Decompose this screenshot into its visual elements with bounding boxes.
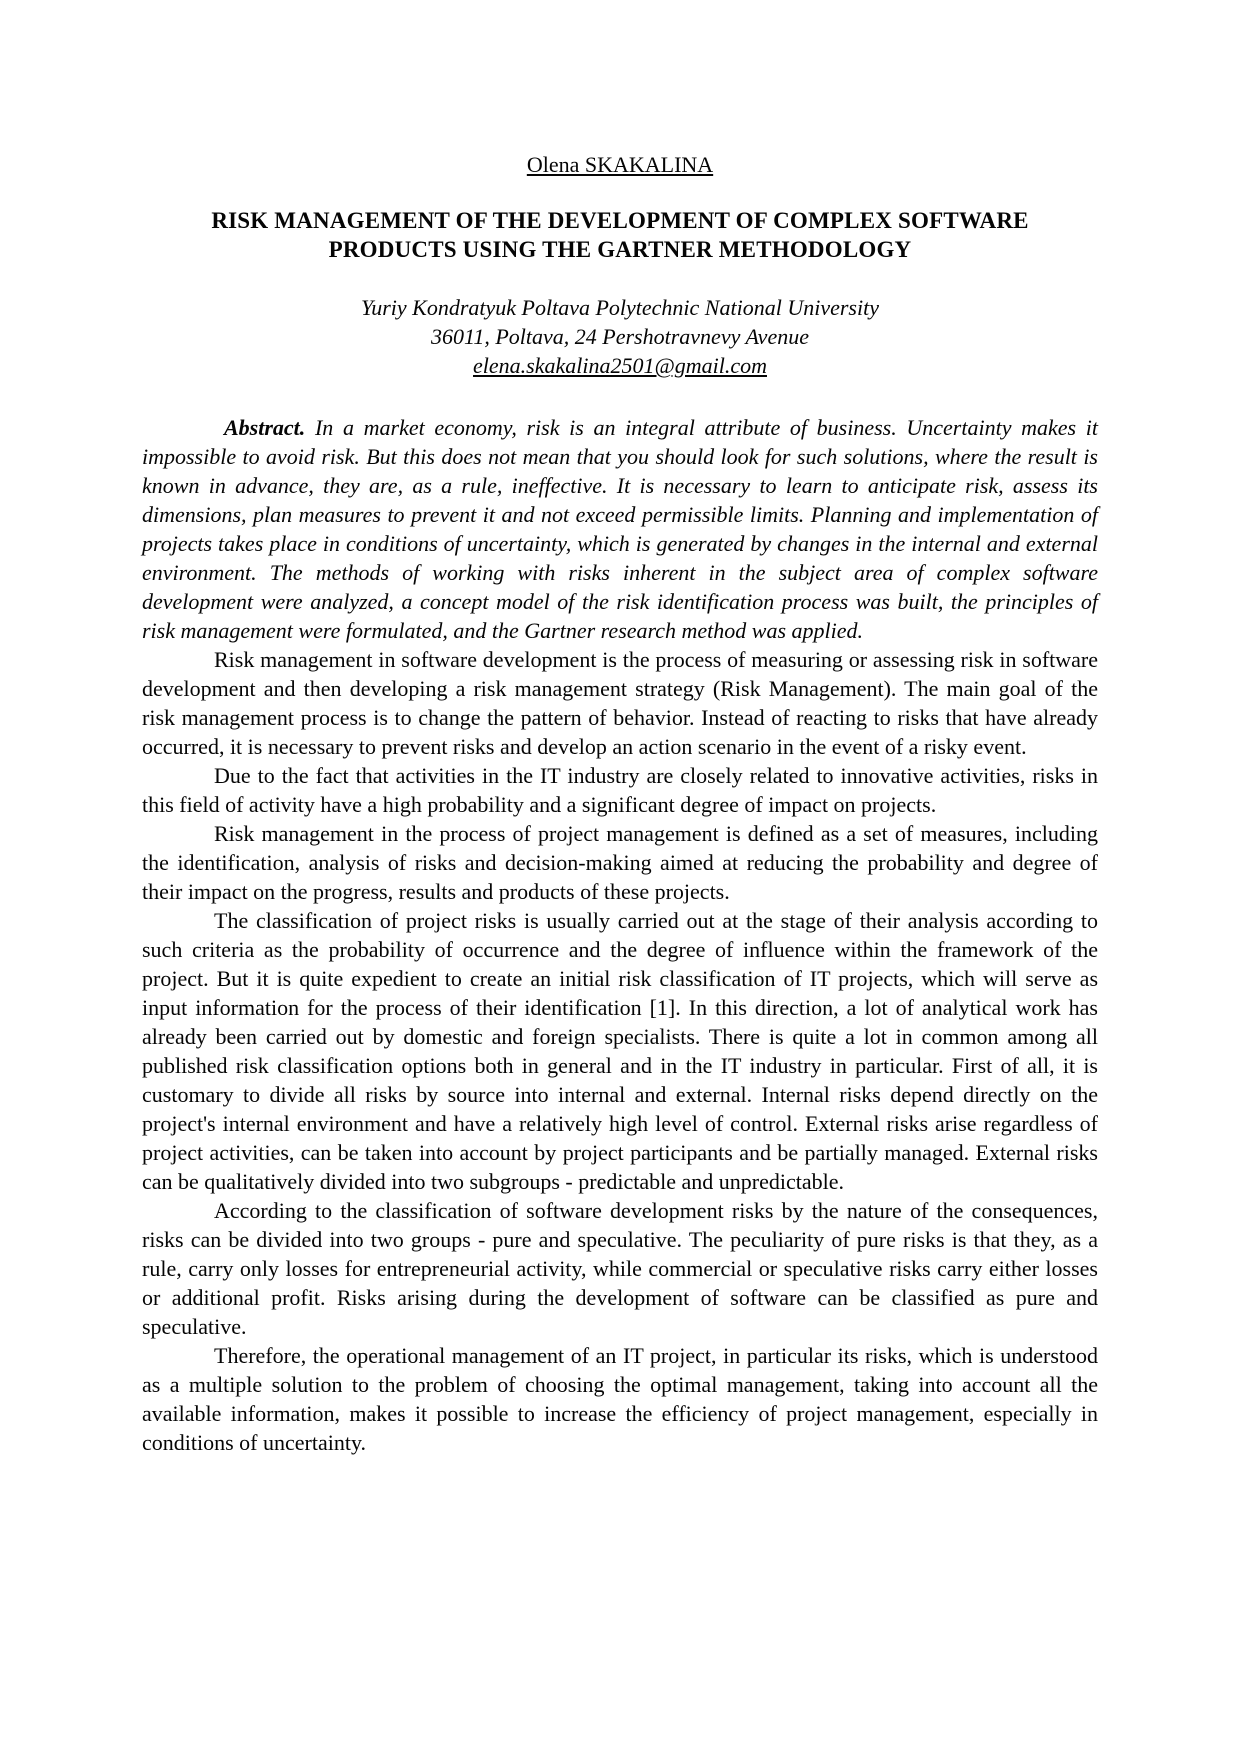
abstract-paragraph: [142, 413, 1098, 645]
affiliation-block: [142, 293, 1098, 380]
paragraph-1: Risk management in software development is the process of measuring or assessing risk in software development and then developing a risk management strategy (Risk Management). The main goal of the risk management process is to change the pattern of behavior. Instead of reacting to risks that have already occurred, it is necessary to prevent risks and develop an action scenario in the event of a risky event.: [142, 647, 1098, 759]
affiliation-address: 36011, Poltava, 24 Pershotravnevy Avenue: [431, 324, 809, 349]
author-line: [142, 150, 1098, 179]
paper-title: [142, 206, 1098, 264]
email-line: [142, 351, 1098, 380]
email-link[interactable]: elena.skakalina2501@gmail.com: [473, 353, 767, 378]
body-text: [142, 413, 1098, 1457]
author-name: Olena SKAKALINA: [526, 152, 714, 177]
paper-title-line-2: PRODUCTS USING THE GARTNER METHODOLOGY: [328, 237, 912, 262]
paper-title-line-1: RISK MANAGEMENT OF THE DEVELOPMENT OF COMPLEX SOFTWARE: [211, 208, 1029, 233]
paragraph-2: Due to the fact that activities in the IT industry are closely related to innovative activities, risks in this field of activity have a high probability and a significant degree of impact on projects.: [142, 763, 1098, 817]
abstract-label: Abstract.: [224, 415, 306, 440]
affiliation-institution: Yuriy Kondratyuk Poltava Polytechnic National University: [361, 295, 879, 320]
paragraph-5: According to the classification of software development risks by the nature of the consequences, risks can be divided into two groups - pure and speculative. The peculiarity of pure risks is that they, as a rule, carry only losses for entrepreneurial activity, while commercial or speculative risks carry either losses or additional profit. Risks arising during the development of software can be classified as pure and speculative.: [142, 1198, 1098, 1339]
abstract-text: In a market economy, risk is an integral attribute of business. Uncertainty makes it impossible to avoid risk. But this does not mean that you should look for such solutions, where the result is known in advance, they are, as a rule, ineffective. It is necessary to learn to anticipate risk, assess its dimensions, plan measures to prevent it and not exceed permissible limits. Planning and implementation of projects takes place in conditions of uncertainty, which is generated by changes in the internal and external environment. The methods of working with risks inherent in the subject area of complex software development were analyzed, a concept model of the risk identification process was built, the principles of risk management were formulated, and the Gartner research method was applied.: [142, 415, 1098, 643]
paragraph-4: The classification of project risks is usually carried out at the stage of their analysis according to such criteria as the probability of occurrence and the degree of influence within the framework of the project. But it is quite expedient to create an initial risk classification of IT projects, which will serve as input information for the process of their identification [1]. In this direction, a lot of analytical work has already been carried out by domestic and foreign specialists. There is quite a lot in common among all published risk classification options both in general and in the IT industry in particular. First of all, it is customary to divide all risks by source into internal and external. Internal risks depend directly on the project's internal environment and have a relatively high level of control. External risks arise regardless of project activities, can be taken into account by project participants and be partially managed. External risks can be qualitatively divided into two subgroups - predictable and unpredictable.: [142, 908, 1098, 1194]
paragraph-3: Risk management in the process of project management is defined as a set of measures, including the identification, analysis of risks and decision-making aimed at reducing the probability and degree of their impact on the progress, results and products of these projects.: [142, 821, 1098, 904]
page-content: [142, 0, 1098, 1457]
paragraph-6: Therefore, the operational management of an IT project, in particular its risks, which is understood as a multiple solution to the problem of choosing the optimal management, taking into account all the available information, makes it possible to increase the efficiency of project management, especially in conditions of uncertainty.: [142, 1343, 1098, 1455]
